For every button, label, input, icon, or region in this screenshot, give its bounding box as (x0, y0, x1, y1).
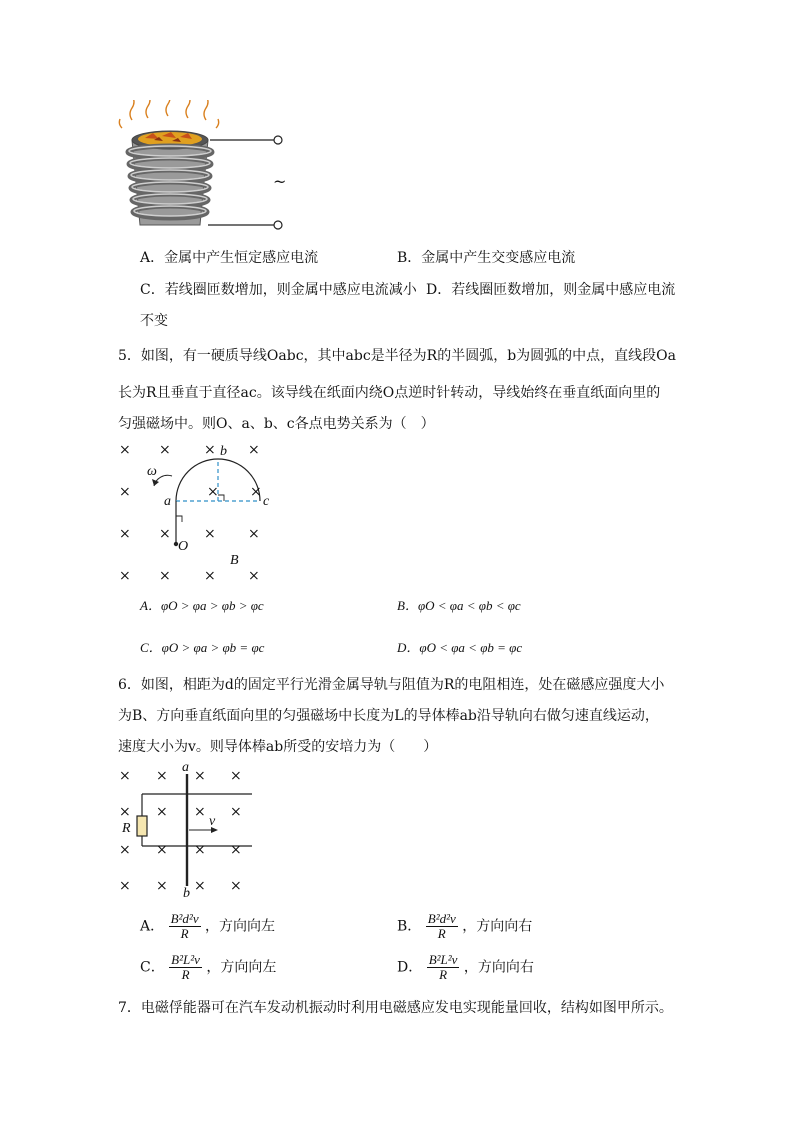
q5-option-c: C．φO > φa > φb = φc (140, 640, 265, 655)
b-field-cross: × (194, 768, 206, 784)
b-field-cross: × (230, 878, 242, 894)
b-field-cross: × (159, 442, 171, 458)
numerator: B²L²v (428, 952, 458, 967)
label-b: b (220, 444, 227, 459)
b-field-cross: × (119, 442, 131, 458)
terminal-bottom (274, 221, 282, 229)
terminal-top (274, 136, 282, 144)
b-field-cross: × (194, 804, 206, 820)
q5-figure-lines (110, 436, 280, 586)
q6-figure-lines (110, 760, 270, 900)
b-field-cross: × (230, 842, 242, 858)
b-field-cross: × (119, 878, 131, 894)
q6-stem-line1: 6．如图，相距为d的固定平行光滑金属导轨与阻值为R的电阻相连，处在磁感应强度大小 (118, 677, 665, 693)
label-a: a (164, 494, 171, 509)
q5-stem-line3: 匀强磁场中。则O、a、b、c各点电势关系为（ ） (118, 416, 435, 432)
coil-leads (208, 140, 274, 225)
label-a: a (182, 760, 189, 775)
q6-stem-line3: 速度大小为v。则导体棒ab所受的安培力为（ ） (118, 739, 438, 755)
fraction (426, 912, 458, 941)
q6-option-a (140, 912, 275, 941)
direction-text: ，方向向左 (205, 918, 276, 935)
b-field-cross: × (248, 568, 260, 584)
label-o: O (178, 539, 189, 554)
numerator: B²L²v (171, 952, 200, 967)
b-field-cross: × (230, 804, 242, 820)
direction-text: ，方向向右 (463, 959, 534, 976)
b-field-cross: × (204, 526, 216, 542)
heat-waves (119, 100, 218, 128)
numerator: B²d²v (427, 911, 456, 926)
b-field-cross: × (194, 878, 206, 894)
option-label: B． (397, 918, 422, 935)
q5-option-b: B．φO < φa < φb < φc (397, 598, 521, 613)
b-field-cross: × (204, 442, 216, 458)
b-field-cross: × (250, 484, 262, 500)
label-field-b: B (230, 553, 239, 568)
b-field-cross: × (204, 568, 216, 584)
b-field-cross: × (119, 568, 131, 584)
induction-coil-figure (110, 100, 310, 235)
q6-stem-line2: 为B、方向垂直纸面向里的匀强磁场中长度为L的导体棒ab沿导轨向右做匀速直线运动， (118, 708, 659, 724)
q6-option-c (140, 953, 276, 982)
b-field-cross: × (156, 804, 168, 820)
q5-option-a: A．φO > φa > φb > φc (140, 598, 264, 613)
q7-stem-line1: 7．电磁俘能器可在汽车发动机振动时利用电磁感应发电实现能量回收，结构如图甲所示。 (118, 1000, 673, 1016)
b-field-cross: × (156, 768, 168, 784)
q6-option-b (397, 912, 532, 941)
q6-figure (110, 760, 270, 900)
b-field-cross: × (207, 484, 219, 500)
q5-option-d: D．φO < φa < φb = φc (397, 640, 523, 655)
resistor (137, 816, 147, 836)
q4-option-b: B．金属中产生交变感应电流 (397, 250, 576, 266)
option-label: D． (397, 959, 423, 976)
ac-source-symbol: ~ (273, 172, 287, 191)
label-b: b (183, 886, 190, 901)
b-field-cross: × (156, 842, 168, 858)
b-field-cross: × (119, 768, 131, 784)
q5-stem-line2: 长为R且垂直于直径ac。该导线在纸面内绕O点逆时针转动，导线始终在垂直纸面向里的 (118, 385, 661, 401)
b-field-cross: × (194, 842, 206, 858)
denominator: R (439, 967, 448, 982)
b-field-cross: × (248, 442, 260, 458)
label-omega: ω (147, 464, 157, 479)
q4-option-d-cont: 不变 (140, 313, 168, 329)
b-field-cross: × (156, 878, 168, 894)
direction-text: ，方向向右 (462, 918, 533, 935)
denominator: R (180, 926, 189, 941)
fraction (169, 912, 201, 941)
q5-figure (110, 436, 280, 586)
b-field-cross: × (119, 842, 131, 858)
b-field-cross: × (230, 768, 242, 784)
q4-option-c: C．若线圈匝数增加，则金属中感应电流减小 (140, 282, 417, 298)
q6-option-d (397, 953, 534, 982)
q4-option-a: A．金属中产生恒定感应电流 (140, 250, 319, 266)
label-c: c (263, 494, 270, 509)
fraction (427, 953, 460, 982)
denominator: R (181, 967, 190, 982)
b-field-cross: × (119, 484, 131, 500)
b-field-cross: × (248, 526, 260, 542)
b-field-cross: × (159, 568, 171, 584)
b-field-cross: × (119, 526, 131, 542)
direction-text: ，方向向左 (206, 959, 277, 976)
denominator: R (437, 926, 446, 941)
numerator: B²d²v (170, 911, 199, 926)
q5-stem-line1: 5．如图，有一硬质导线Oabc，其中abc是半径为R的半圆弧，b为圆弧的中点，直线段Oa (118, 348, 677, 364)
label-r: R (122, 821, 131, 836)
b-field-cross: × (119, 804, 131, 820)
label-v: v (209, 814, 216, 829)
option-label: C． (140, 959, 165, 976)
fraction (169, 953, 202, 982)
option-label: A． (140, 918, 165, 935)
b-field-cross: × (159, 526, 171, 542)
q4-option-d: D．若线圈匝数增加，则金属中感应电流 (426, 282, 676, 298)
